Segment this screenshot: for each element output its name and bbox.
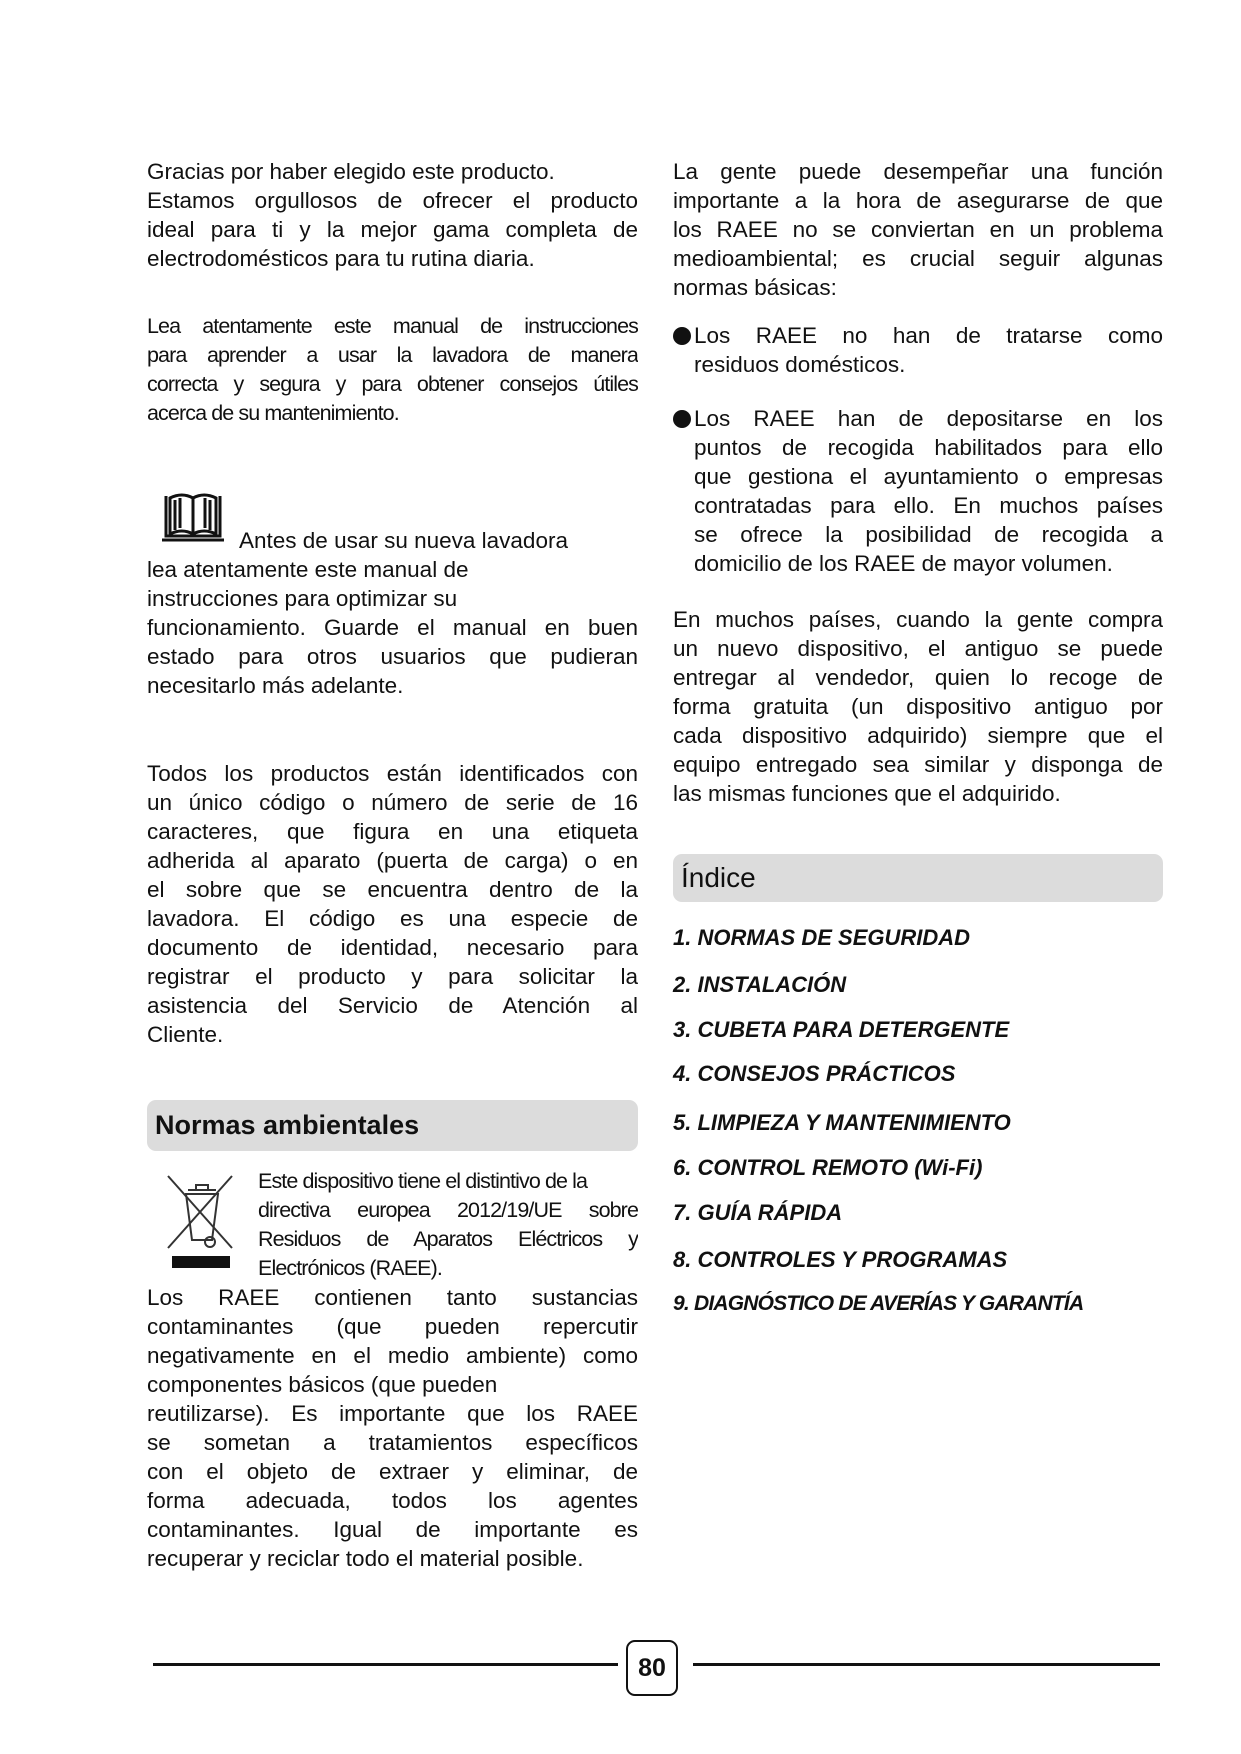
text-line: equipo entregado sea similar y disponga de <box>673 752 1163 777</box>
text-line: que gestiona el ayuntamiento o empresas <box>694 464 1163 489</box>
index-item-3[interactable]: 3. CUBETA PARA DETERGENTE <box>673 1017 1010 1042</box>
text-line: instrucciones para optimizar su <box>147 586 458 611</box>
bullet-icon <box>673 327 691 345</box>
read-manual-paragraph <box>147 312 638 428</box>
text-line: residuos domésticos. <box>694 352 906 377</box>
intro-paragraph <box>147 157 638 273</box>
footer-rule-left <box>153 1663 618 1666</box>
page-number: 80 <box>626 1640 678 1696</box>
index-item-9[interactable]: 9. DIAGNÓSTICO DE AVERÍAS Y GARANTÍA <box>673 1292 1084 1315</box>
text-line: lea atentamente este manual de <box>147 557 469 582</box>
text-line: normas básicas: <box>673 275 837 300</box>
text-line: Cliente. <box>147 1022 224 1047</box>
before-use-paragraph <box>147 526 638 700</box>
text-line: funcionamiento. Guarde el manual en buen <box>147 615 638 640</box>
text-line: un único código o número de serie de 16 <box>147 790 638 815</box>
text-line: los RAEE no se conviertan en un problema <box>673 217 1163 242</box>
section-heading-normas-ambientales: Normas ambientales <box>147 1100 638 1151</box>
text-line: negativamente en el medio ambiente) como <box>147 1343 638 1368</box>
text-line: ideal para ti y la mejor gama completa de <box>147 217 638 242</box>
weee-crossed-bin-icon <box>166 1172 236 1272</box>
text-line: Los RAEE contienen tanto sustancias <box>147 1285 638 1310</box>
text-line: forma adecuada, todos los agentes <box>147 1488 638 1513</box>
text-line: reutilizarse). Es importante que los RAEE <box>147 1401 638 1426</box>
weee-paragraph <box>147 1283 638 1573</box>
text-line: importante a la hora de asegurarse de que <box>673 188 1163 213</box>
text-line: correcta y segura y para obtener consejos útiles <box>147 372 638 396</box>
text-line: componentes básicos (que pueden <box>147 1372 498 1397</box>
people-role-paragraph <box>673 157 1163 302</box>
text-line: entregar al vendedor, quien lo recoge de <box>673 665 1163 690</box>
text-line: En muchos países, cuando la gente compra <box>673 607 1163 632</box>
text-line: forma gratuita (un dispositivo antiguo por <box>673 694 1163 719</box>
bullet-icon <box>673 410 691 428</box>
text-line: Gracias por haber elegido este producto. <box>147 159 555 184</box>
text-line: contaminantes (que pueden repercutir <box>147 1314 638 1339</box>
text-line: para aprender a usar la lavadora de manera <box>147 343 638 367</box>
index-item-6[interactable]: 6. CONTROL REMOTO (Wi-Fi) <box>673 1155 983 1180</box>
text-line: Este dispositivo tiene el distintivo de la <box>258 1169 588 1193</box>
text-line: La gente puede desempeñar una función <box>673 159 1163 184</box>
text-line: contratadas para ello. En muchos países <box>694 493 1163 518</box>
index-item-4[interactable]: 4. CONSEJOS PRÁCTICOS <box>673 1061 956 1086</box>
text-line: contaminantes. Igual de importante es <box>147 1517 638 1542</box>
index-item-1[interactable]: 1. NORMAS DE SEGURIDAD <box>673 925 971 950</box>
section-heading-indice: Índice <box>673 854 1163 902</box>
text-line: cada dispositivo adquirido) siempre que el <box>673 723 1163 748</box>
index-item-8[interactable]: 8. CONTROLES Y PROGRAMAS <box>673 1247 1008 1272</box>
index-item-2[interactable]: 2. INSTALACIÓN <box>673 972 847 997</box>
text-line: Estamos orgullosos de ofrecer el producto <box>147 188 638 213</box>
text-line: adherida al aparato (puerta de carga) o en <box>147 848 638 873</box>
text-line: puntos de recogida habilitados para ello <box>694 435 1163 460</box>
text-line: directiva europea 2012/19/UE sobre <box>258 1198 638 1222</box>
text-line: domicilio de los RAEE de mayor volumen. <box>694 551 1113 576</box>
text-line: documento de identidad, necesario para <box>147 935 638 960</box>
text-line: se ofrece la posibilidad de recogida a <box>694 522 1163 547</box>
text-line: con el objeto de extraer y eliminar, de <box>147 1459 638 1484</box>
text-line: acerca de su mantenimiento. <box>147 401 399 425</box>
text-line: recuperar y reciclar todo el material posible. <box>147 1546 584 1571</box>
text-line: Todos los productos están identificados con <box>147 761 638 786</box>
text-line: necesitarlo más adelante. <box>147 673 404 698</box>
text-line: un nuevo dispositivo, el antiguo se puede <box>673 636 1163 661</box>
text-line: caracteres, que figura en una etiqueta <box>147 819 638 844</box>
text-line: el sobre que se encuentra dentro de la <box>147 877 638 902</box>
serial-number-paragraph <box>147 759 638 1049</box>
text-line: Los RAEE no han de tratarse como <box>694 323 1163 348</box>
text-line: Los RAEE han de depositarse en los <box>694 406 1163 431</box>
take-back-paragraph <box>673 605 1163 808</box>
index-item-5[interactable]: 5. LIMPIEZA Y MANTENIMIENTO <box>673 1110 1011 1135</box>
text-line: Antes de usar su nueva lavadora <box>239 528 568 553</box>
footer-rule-right <box>693 1663 1160 1666</box>
weee-mark-paragraph <box>258 1167 638 1283</box>
text-line: electrodomésticos para tu rutina diaria. <box>147 246 535 271</box>
text-line: Lea atentamente este manual de instrucciones <box>147 314 638 338</box>
text-line: las mismas funciones que el adquirido. <box>673 781 1061 806</box>
text-line: estado para otros usuarios que pudieran <box>147 644 638 669</box>
bullet-item-1 <box>694 321 1163 379</box>
text-line: registrar el producto y para solicitar la <box>147 964 638 989</box>
text-line: lavadora. El código es una especie de <box>147 906 638 931</box>
text-line: asistencia del Servicio de Atención al <box>147 993 638 1018</box>
text-line: Electrónicos (RAEE). <box>258 1256 442 1280</box>
text-line: se sometan a tratamientos específicos <box>147 1430 638 1455</box>
bullet-item-2 <box>694 404 1163 578</box>
text-line: Residuos de Aparatos Eléctricos y <box>258 1227 638 1251</box>
index-item-7[interactable]: 7. GUÍA RÁPIDA <box>673 1200 843 1225</box>
text-line: medioambiental; es crucial seguir algunas <box>673 246 1163 271</box>
